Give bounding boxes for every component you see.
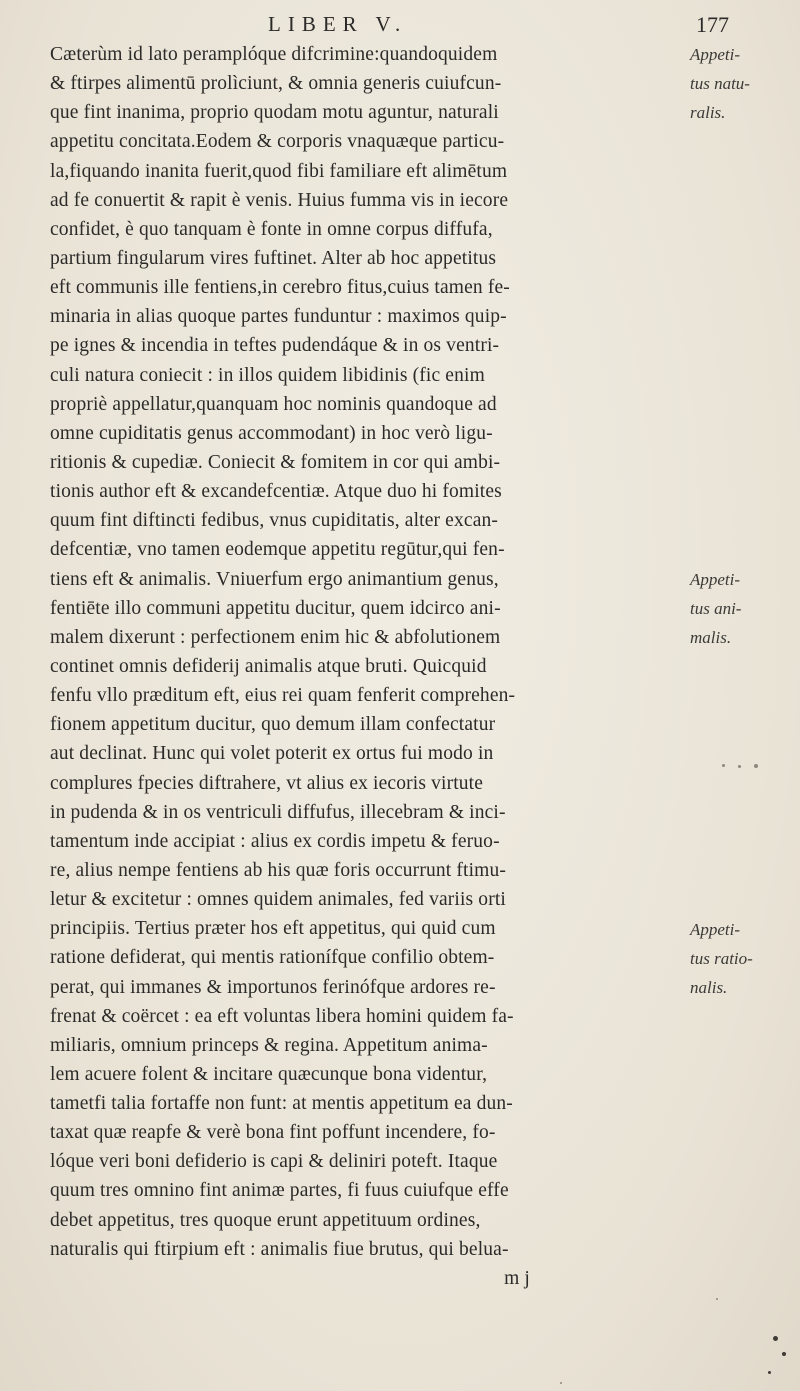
paper-speck: [754, 764, 758, 768]
text-line: partium fingularum vires fuftinet. Alter ab hoc appetitus: [50, 247, 497, 269]
paper-speck: [560, 1382, 562, 1384]
paper-speck: [738, 765, 741, 768]
text-line: ratione defiderat, qui mentis rationífque confilio obtem-: [50, 947, 495, 969]
text-line: fionem appetitum ducitur, quo demum illam confectatur: [50, 714, 496, 736]
text-line: principiis. Tertius præter hos eft appetitus, qui quid cum: [50, 918, 496, 940]
text-line: tamentum inde accipiat : alius ex cordis impetu & feruo-: [50, 830, 500, 852]
text-line: confidet, è quo tanquam è fonte in omne corpus diffufa,: [50, 218, 493, 240]
margin-note-line: malis.: [690, 628, 732, 648]
margin-note-line: Appeti-: [690, 920, 741, 939]
text-line: re, alius nempe fentiens ab his quæ foris occurrunt ftimu-: [50, 859, 506, 881]
paper-speck: [716, 1298, 718, 1300]
text-line: culi natura coniecit : in illos quidem libidinis (fic enim: [50, 364, 485, 386]
text-line: aut declinat. Hunc qui volet poterit ex ortus fui modo in: [50, 743, 494, 765]
text-line: complures fpecies diftrahere, vt alius ex iecoris virtute: [50, 772, 484, 794]
text-line: continet omnis defiderij animalis atque bruti. Quicquid: [50, 655, 487, 677]
text-line: lóque veri boni defiderio is capi & deliniri poteft. Itaque: [50, 1151, 498, 1173]
text-line: minaria in alias quoque partes funduntur : maximos quip-: [50, 306, 507, 328]
page-number: 177: [696, 12, 729, 37]
paper-speck: [722, 764, 725, 767]
text-line: naturalis qui ftirpium eft : animalis fiue brutus, qui belua-: [50, 1238, 509, 1260]
text-line: propriè appellatur,quanquam hoc nominis quandoque ad: [50, 393, 497, 415]
text-line: tionis author eft & excandefcentiæ. Atque duo hi fomites: [50, 481, 502, 503]
text-line: la,fiquando inanita fuerit,quod fibi familiare eft alimētum: [50, 160, 508, 182]
text-line: tiens eft & animalis. Vniuerfum ergo animantium genus,: [50, 568, 499, 590]
text-line: tametfi talia fortaffe non funt: at mentis appetitum ea dun-: [50, 1093, 513, 1115]
margin-note-appetitus-naturalis: [690, 40, 795, 127]
paper-speck: [768, 1371, 771, 1374]
text-line: ritionis & cupediæ. Coniecit & fomitem in cor qui ambi-: [50, 451, 501, 473]
margin-note-line: Appeti-: [690, 45, 741, 64]
text-line: que fint inanima, proprio quodam motu aguntur, naturali: [50, 102, 499, 124]
text-line: appetitu concitata.Eodem & corporis vnaquæque particu-: [50, 131, 505, 153]
catchword: m j: [504, 1267, 530, 1289]
margin-note-line: tus ratio-: [690, 949, 753, 969]
text-line: ad fe conuertit & rapit è venis. Huius fumma vis in iecore: [50, 189, 509, 211]
text-line: malem dixerunt : perfectionem enim hic & abfolutionem: [50, 626, 501, 648]
margin-note-line: Appeti-: [690, 570, 741, 589]
text-line: in pudenda & in os ventriculi diffufus, illecebram & inci-: [50, 801, 506, 823]
text-line: fentiēte illo communi appetitu ducitur, quem idcirco ani-: [50, 597, 501, 619]
margin-note-appetitus-animalis: [690, 565, 795, 652]
margin-note-line: tus natu-: [690, 74, 750, 94]
text-line: eft communis ille fentiens,in cerebro fitus,cuius tamen fe-: [50, 277, 510, 299]
text-line: fenfu vllo præditum eft, eius rei quam fenferit comprehen-: [50, 685, 516, 707]
text-line: Cæterùm id lato peramplóque difcrimine:quandoquidem: [50, 44, 498, 65]
text-line: taxat quæ reapfe & verè bona fint poffunt incendere, fo-: [50, 1122, 496, 1144]
margin-note-line: ralis.: [690, 103, 726, 123]
text-line: frenat & coërcet : ea eft voluntas libera homini quidem fa-: [50, 1005, 514, 1027]
margin-note-appetitus-rationalis: [690, 915, 795, 1002]
text-line: miliaris, omnium princeps & regina. Appetitum anima-: [50, 1034, 488, 1056]
margin-note-line: tus ani-: [690, 599, 742, 619]
page-header: [0, 12, 800, 42]
text-line: omne cupiditatis genus accommodant) in hoc verò ligu-: [50, 422, 493, 444]
text-line: debet appetitus, tres quoque erunt appetituum ordines,: [50, 1209, 481, 1231]
text-line: & ftirpes alimentū prolìciunt, & omnia generis cuiufcun-: [50, 73, 502, 95]
text-line: perat, qui immanes & importunos ferinófque ardores re-: [50, 976, 496, 998]
paper-speck: [782, 1352, 786, 1356]
text-line: quum fint diftincti fedibus, vnus cupiditatis, alter excan-: [50, 510, 499, 532]
main-text-block: [50, 40, 680, 1293]
paper-speck: [773, 1336, 778, 1341]
running-head: LIBER V.: [268, 12, 408, 36]
text-line: quum tres omnino fint animæ partes, fi fuus cuiufque effe: [50, 1180, 509, 1202]
text-line: lem acuere folent & incitare quæcunque bona videntur,: [50, 1063, 488, 1085]
text-line: defcentiæ, vno tamen eodemque appetitu regūtur,qui fen-: [50, 539, 505, 561]
text-line: pe ignes & incendia in teftes pudendáque & in os ventri-: [50, 335, 500, 357]
text-line: letur & excitetur : omnes quidem animales, fed variis orti: [50, 889, 506, 911]
margin-note-line: nalis.: [690, 978, 728, 998]
